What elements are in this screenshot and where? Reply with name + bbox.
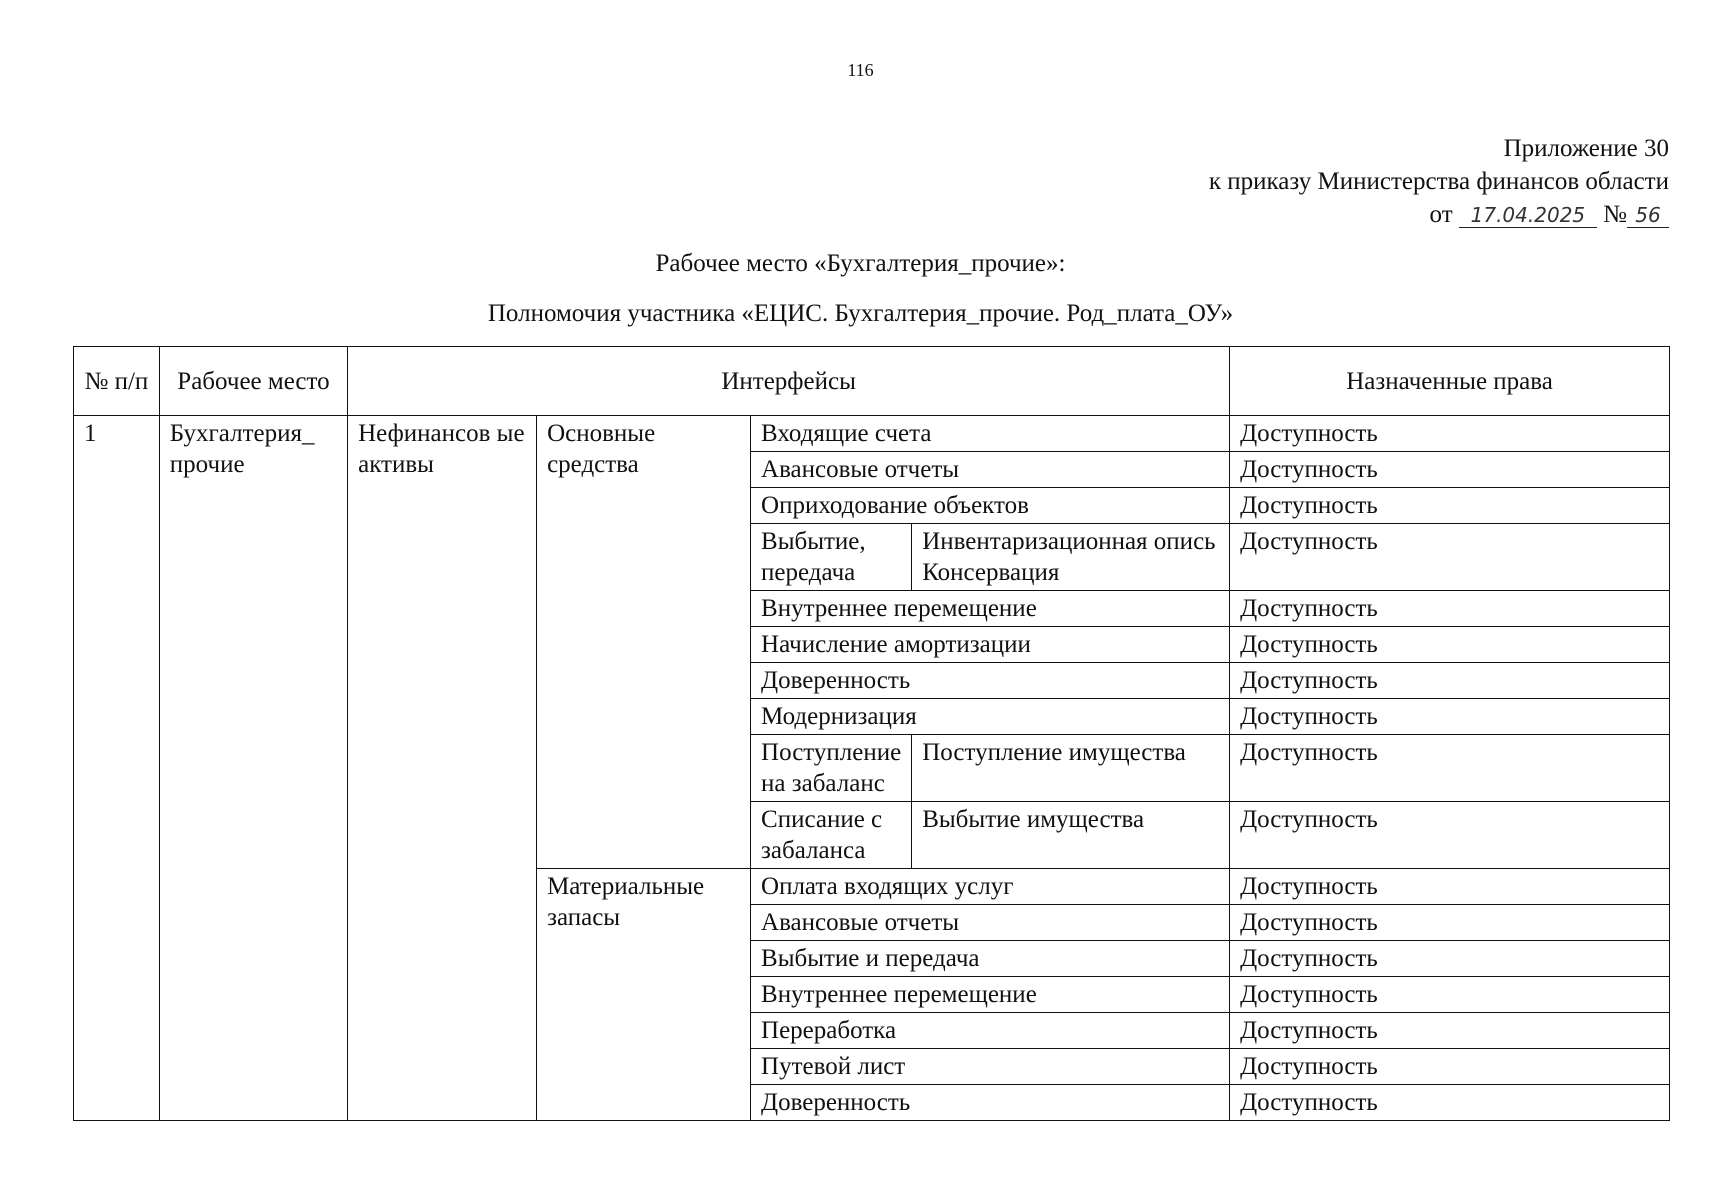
table-header-row bbox=[74, 347, 1670, 416]
interface-cell: Внутреннее перемещение bbox=[751, 977, 1230, 1013]
order-date: 17.04.2025 bbox=[1459, 203, 1597, 228]
rights-cell: Доступность bbox=[1230, 699, 1670, 735]
rights-cell: Доступность bbox=[1230, 627, 1670, 663]
group-cell: Нефинансов ые активы bbox=[348, 416, 537, 1121]
workplace-cell: Бухгалтерия_ прочие bbox=[159, 416, 347, 1121]
interface-cell: Модернизация bbox=[751, 699, 1230, 735]
interface-cell: Начисление амортизации bbox=[751, 627, 1230, 663]
interface-cell: Авансовые отчеты bbox=[751, 452, 1230, 488]
interface-cell: Списание с забаланса bbox=[751, 802, 912, 869]
section-cell: Основные средства bbox=[537, 416, 751, 869]
rights-cell: Доступность bbox=[1230, 941, 1670, 977]
rights-cell: Доступность bbox=[1230, 1013, 1670, 1049]
header-num: № п/п bbox=[74, 347, 160, 416]
rights-cell: Доступность bbox=[1230, 488, 1670, 524]
appendix-order: к приказу Министерства финансов области bbox=[1208, 168, 1669, 195]
appendix-title: Приложение 30 bbox=[1503, 135, 1669, 162]
header-interfaces: Интерфейсы bbox=[348, 347, 1230, 416]
from-label: от bbox=[1429, 201, 1453, 228]
interface-cell: Выбытие, передача bbox=[751, 524, 912, 591]
interface-cell: Внутреннее перемещение bbox=[751, 591, 1230, 627]
interface-cell: Переработка bbox=[751, 1013, 1230, 1049]
header-workplace: Рабочее место bbox=[159, 347, 347, 416]
table-row bbox=[74, 416, 1670, 452]
rights-cell: Доступность bbox=[1230, 452, 1670, 488]
rights-cell: Доступность bbox=[1230, 869, 1670, 905]
permissions-subtitle: Полномочия участника «ЕЦИС. Бухгалтерия_прочие. Род_плата_ОУ» bbox=[487, 300, 1234, 327]
rights-cell: Доступность bbox=[1230, 591, 1670, 627]
rights-cell: Доступность bbox=[1230, 905, 1670, 941]
rights-cell: Доступность bbox=[1230, 524, 1670, 591]
interface-cell: Путевой лист bbox=[751, 1049, 1230, 1085]
sub-interface-cell: Поступление имущества bbox=[912, 735, 1230, 802]
permissions-table bbox=[73, 346, 1670, 1121]
order-number: 56 bbox=[1627, 203, 1669, 228]
rights-cell: Доступность bbox=[1230, 663, 1670, 699]
row-number: 1 bbox=[74, 416, 160, 1121]
rights-cell: Доступность bbox=[1230, 1049, 1670, 1085]
appendix-date-line bbox=[1209, 198, 1669, 231]
interface-cell: Доверенность bbox=[751, 663, 1230, 699]
number-sign: № bbox=[1603, 201, 1627, 228]
section-cell: Материальные запасы bbox=[537, 869, 751, 1121]
interface-cell: Выбытие и передача bbox=[751, 941, 1230, 977]
interface-cell: Доверенность bbox=[751, 1085, 1230, 1121]
rights-cell: Доступность bbox=[1230, 1085, 1670, 1121]
interface-cell: Входящие счета bbox=[751, 416, 1230, 452]
appendix-block bbox=[1209, 132, 1669, 231]
rights-cell: Доступность bbox=[1230, 802, 1670, 869]
sub-interface-cell: Инвентаризационная опись Консервация bbox=[912, 524, 1230, 591]
rights-cell: Доступность bbox=[1230, 416, 1670, 452]
header-rights: Назначенные права bbox=[1230, 347, 1670, 416]
interface-cell: Оплата входящих услуг bbox=[751, 869, 1230, 905]
page-number: 116 bbox=[847, 60, 874, 80]
workplace-title: Рабочее место «Бухгалтерия_прочие»: bbox=[655, 250, 1066, 277]
sub-interface-cell: Выбытие имущества bbox=[912, 802, 1230, 869]
rights-cell: Доступность bbox=[1230, 977, 1670, 1013]
rights-cell: Доступность bbox=[1230, 735, 1670, 802]
interface-cell: Авансовые отчеты bbox=[751, 905, 1230, 941]
interface-cell: Поступление на забаланс bbox=[751, 735, 912, 802]
interface-cell: Оприходование объектов bbox=[751, 488, 1230, 524]
